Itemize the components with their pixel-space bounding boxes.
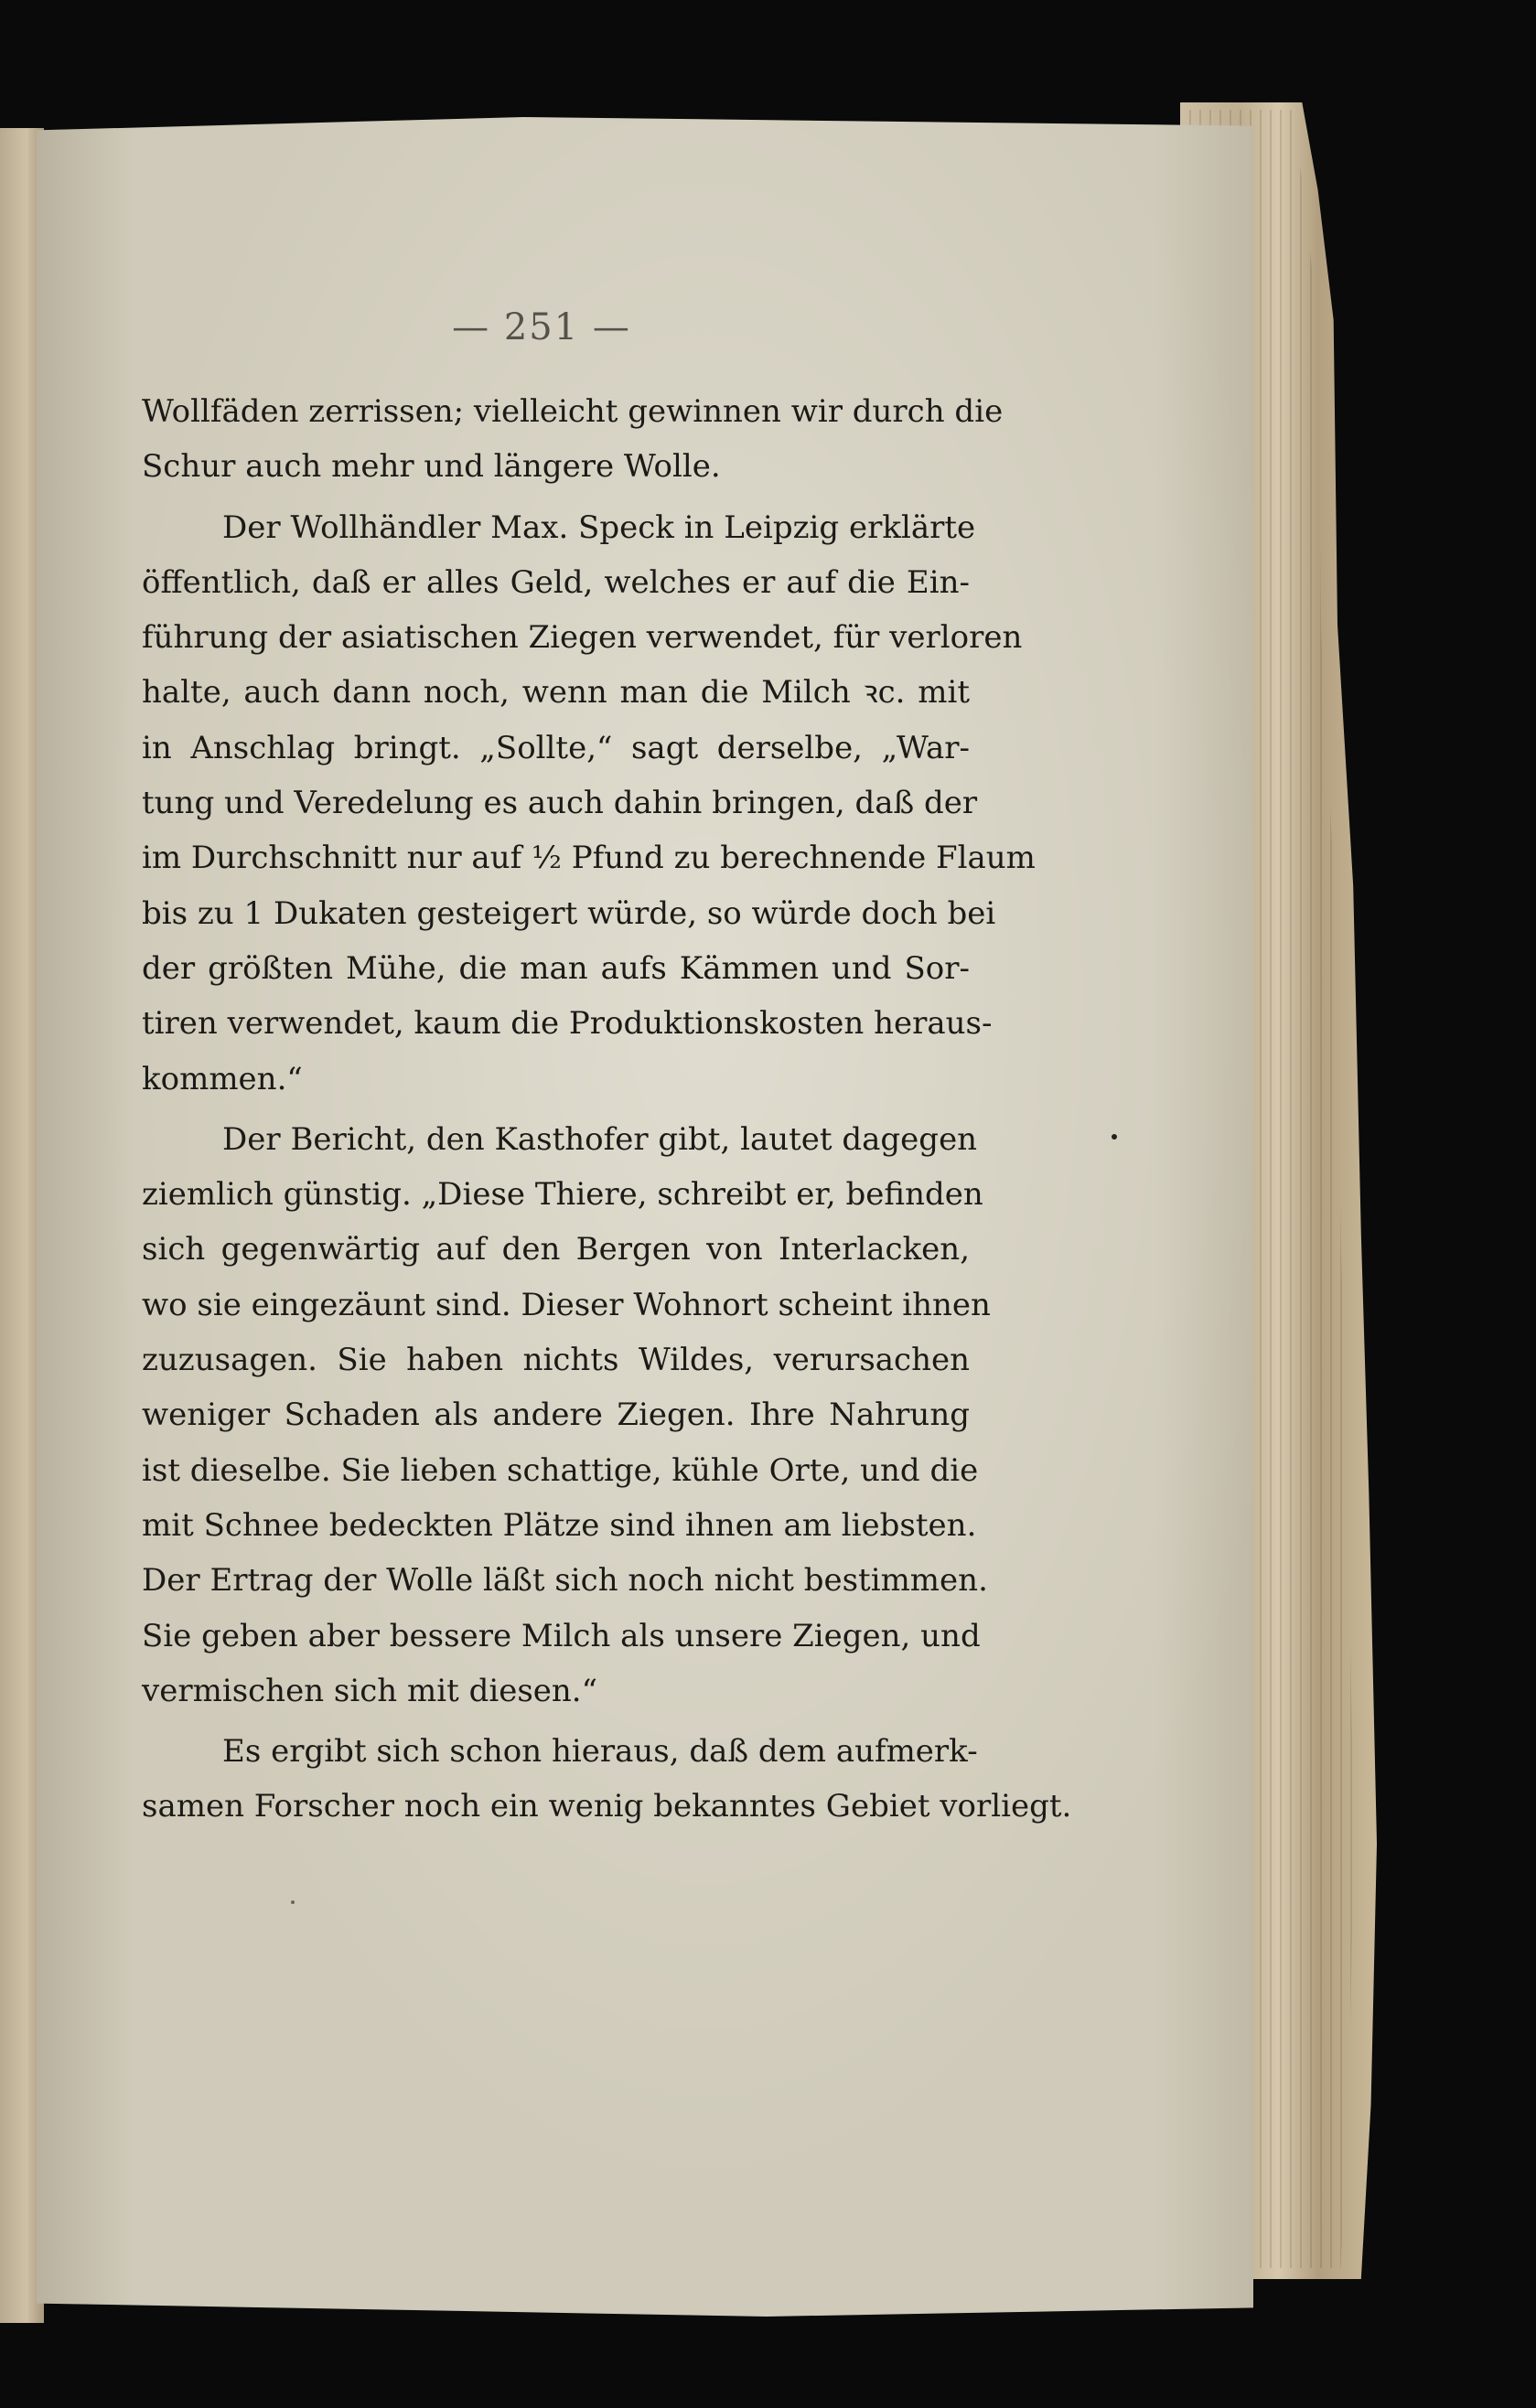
text-line: mit Schnee bedeckten Plätze sind ihnen am liebsten. bbox=[142, 1506, 977, 1544]
text-line: wo sie eingezäunt sind. Dieser Wohnort scheint ihnen bbox=[142, 1286, 991, 1323]
text-line: ziemlich günstig. „Diese Thiere, schreibt er, befinden bbox=[142, 1176, 983, 1214]
text-line: halte, auch dann noch, wenn man die Milch ꝛc. mit bbox=[142, 674, 970, 712]
text-line: öffentlich, daß er alles Geld, welches er auf die Ein- bbox=[142, 563, 970, 601]
text-line: in Anschlag bringt. „Sollte,“ sagt derselbe, „War- bbox=[142, 729, 970, 766]
text-line: Der Wollhändler Max. Speck in Leipzig erklärte bbox=[222, 508, 976, 546]
text-line: Es ergibt sich schon hieraus, daß dem aufmerk- bbox=[222, 1733, 978, 1771]
text-line: Schur auch mehr und längere Wolle. bbox=[142, 448, 721, 486]
text-line: tiren verwendet, kaum die Produktionskosten heraus- bbox=[142, 1005, 993, 1043]
body-text bbox=[142, 384, 1072, 1835]
ink-speck bbox=[291, 1900, 295, 1904]
text-line: vermischen sich mit diesen.“ bbox=[142, 1672, 597, 1709]
text-line: Der Bericht, den Kasthofer gibt, lautet dagegen bbox=[222, 1120, 978, 1158]
text-line: Der Ertrag der Wolle läßt sich noch nicht bestimmen. bbox=[142, 1562, 988, 1600]
ink-speck bbox=[1112, 1134, 1117, 1140]
text-line: Wollfäden zerrissen; vielleicht gewinnen wir durch die bbox=[142, 393, 1004, 430]
text-line: kommen.“ bbox=[142, 1060, 303, 1097]
text-line: ist dieselbe. Sie lieben schattige, kühle Orte, und die bbox=[142, 1451, 979, 1489]
text-line: samen Forscher noch ein wenig bekanntes Gebiet vorliegt. bbox=[142, 1788, 1072, 1825]
text-line: der größten Mühe, die man aufs Kämmen und Sor- bbox=[142, 949, 970, 987]
text-line: zuzusagen. Sie haben nichts Wildes, verursachen bbox=[142, 1342, 970, 1379]
text-line: im Durchschnitt nur auf ½ Pfund zu berechnende Flaum bbox=[142, 840, 1036, 877]
text-line: bis zu 1 Dukaten gesteigert würde, so würde doch bei bbox=[142, 894, 996, 932]
text-line: führung der asiatischen Ziegen verwendet, für verloren bbox=[142, 619, 1023, 657]
page-number: — 251 — bbox=[452, 306, 631, 348]
text-line: Sie geben aber bessere Milch als unsere Ziegen, und bbox=[142, 1617, 981, 1654]
text-line: weniger Schaden als andere Ziegen. Ihre Nahrung bbox=[142, 1397, 970, 1434]
text-line: tung und Veredelung es auch dahin bringen, daß der bbox=[142, 785, 978, 822]
text-line: sich gegenwärtig auf den Bergen von Interlacken, bbox=[142, 1231, 970, 1268]
